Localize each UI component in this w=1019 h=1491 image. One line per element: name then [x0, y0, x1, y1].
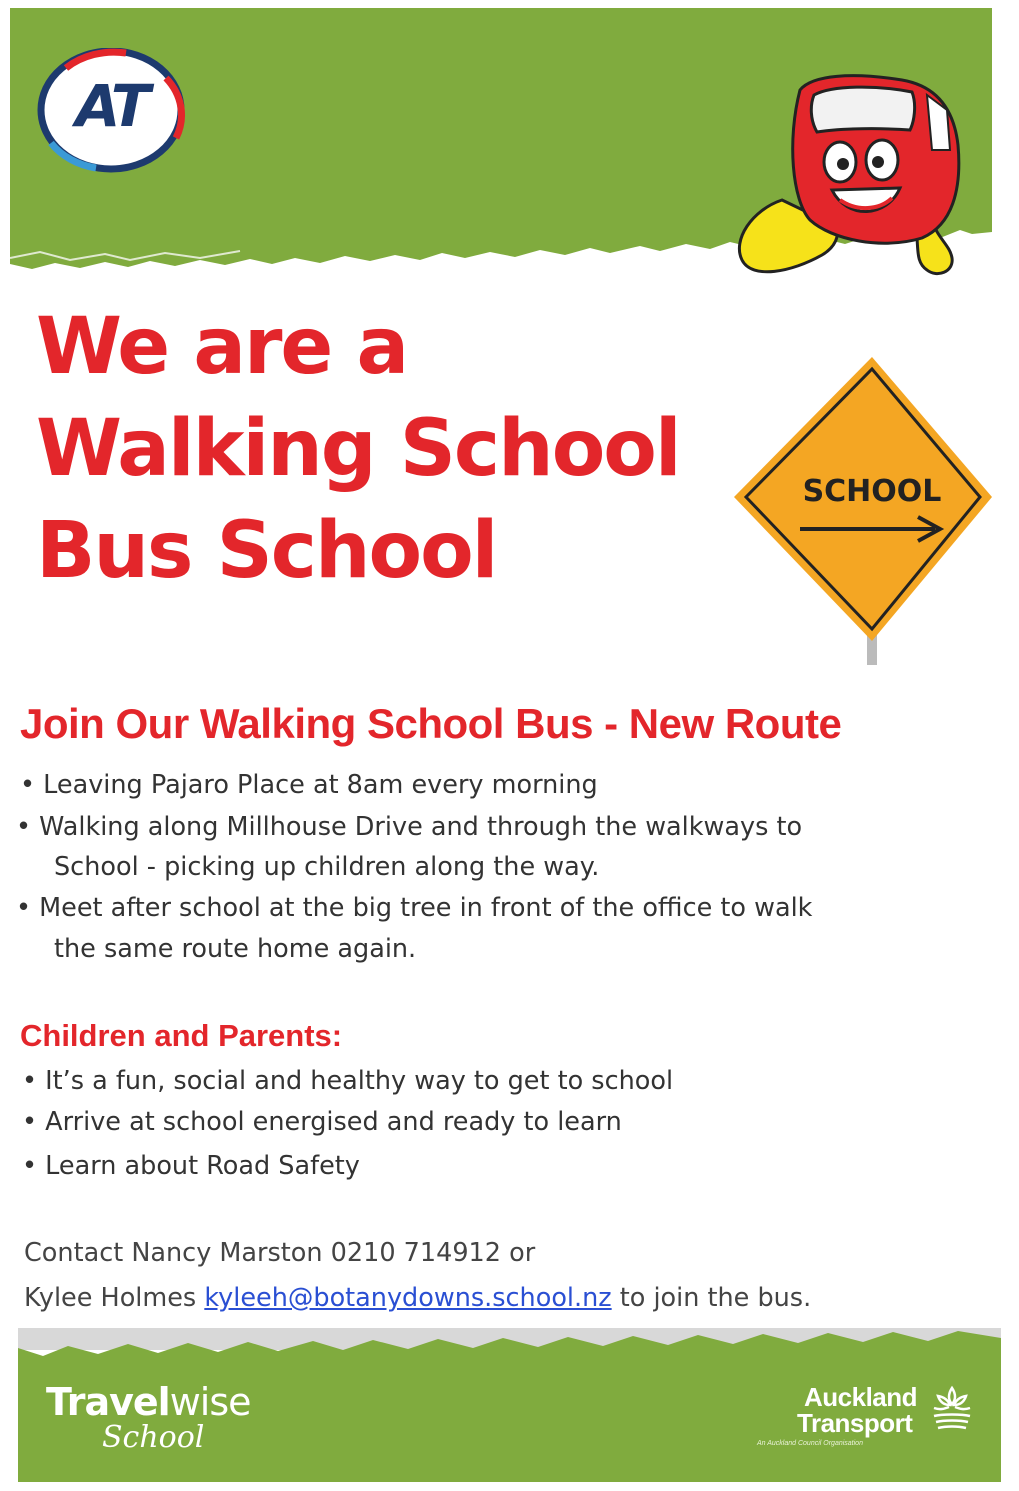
- auckland-transport-tagline: An Auckland Council Organisation: [757, 1440, 863, 1447]
- parents-bullet-1: • It’s a fun, social and healthy way to get to school: [22, 1066, 674, 1096]
- travelwise-school-label: School: [102, 1420, 205, 1455]
- auckland-transport-line-2: Transport: [797, 1408, 913, 1438]
- travelwise-bold: Travel: [46, 1380, 170, 1424]
- contact-line-1: Contact Nancy Marston 0210 714912 or: [24, 1238, 536, 1268]
- travelwise-logo: [46, 1380, 251, 1424]
- parents-title: Children and Parents:: [20, 1018, 343, 1053]
- join-bullet-1: • Leaving Pajaro Place at 8am every morning: [20, 770, 598, 800]
- join-bullet-3-continued: the same route home again.: [54, 934, 417, 964]
- bus-mascot-icon: [722, 50, 962, 290]
- contact-line-2: [24, 1283, 811, 1313]
- join-bullet-3: • Meet after school at the big tree in front of the office to walk: [16, 893, 813, 923]
- auckland-transport-line-1: Auckland: [804, 1382, 918, 1412]
- contact-name-prefix: Kylee Holmes: [24, 1283, 205, 1313]
- parents-bullet-3: • Learn about Road Safety: [22, 1151, 360, 1181]
- auckland-transport-emblem-icon: [930, 1384, 974, 1434]
- join-title: Join Our Walking School Bus - New Route: [20, 700, 842, 747]
- contact-suffix: to join the bus.: [611, 1283, 812, 1313]
- headline-line-3: Bus School: [36, 506, 497, 596]
- at-logo-letters: AT: [75, 72, 147, 140]
- join-bullet-2: • Walking along Millhouse Drive and through the walkways to: [16, 812, 803, 842]
- headline: [36, 296, 736, 602]
- school-road-sign-icon: [730, 355, 992, 665]
- parents-bullet-2: • Arrive at school energised and ready to learn: [22, 1107, 622, 1137]
- contact-email-link[interactable]: kyleeh@botanydowns.school.nz: [204, 1283, 612, 1313]
- travelwise-light: wise: [169, 1380, 251, 1424]
- headline-line-2: Walking School: [36, 404, 680, 494]
- join-bullet-2-continued: School - picking up children along the way.: [54, 852, 600, 882]
- headline-line-1: We are a: [36, 302, 408, 392]
- sign-label: SCHOOL: [802, 474, 942, 509]
